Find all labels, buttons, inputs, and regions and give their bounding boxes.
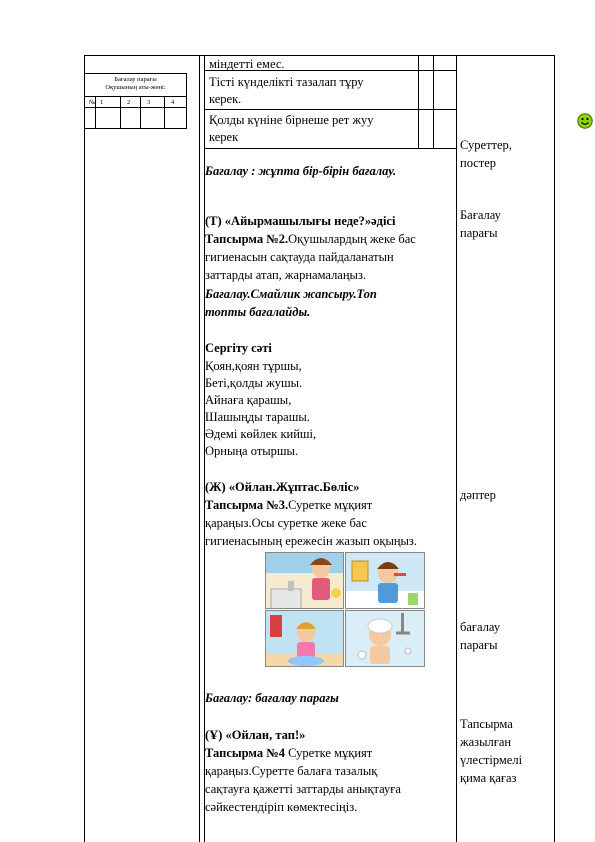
rules-row-2-line-1: Тісті күнделікті тазалап тұру bbox=[209, 75, 364, 89]
resource-eval-sheet-3: бағалау bbox=[460, 620, 501, 634]
task3-text-1: Суретке мұқият bbox=[288, 498, 373, 512]
eval-header-3: 3 bbox=[147, 99, 151, 106]
task2-method-heading: (Т) «Айырмашылығы неде?»әдісі bbox=[205, 214, 396, 228]
task4-text-2: қараңыз.Суретте балаға тазалық bbox=[205, 764, 378, 778]
eval-header-2: 2 bbox=[127, 99, 131, 106]
table-top-border bbox=[84, 55, 554, 56]
table-left-border bbox=[84, 55, 85, 842]
task4-heading: (Ұ) «Ойлан, тап!» bbox=[205, 728, 306, 742]
resource-eval-sheet-2: парағы bbox=[460, 226, 498, 240]
eval-col-sep bbox=[120, 96, 121, 129]
task2-text-2: гигиенасын сақтауда пайдаланатын bbox=[205, 250, 394, 264]
poem-line: Беті,қолды жушы. bbox=[205, 376, 303, 390]
resource-task-1: Тапсырма bbox=[460, 717, 513, 731]
task4-text-3: сақтауға қажетті заттарды анықтауға bbox=[205, 782, 401, 796]
eval-header-4: 4 bbox=[171, 99, 175, 106]
smiley-icon bbox=[577, 113, 593, 134]
poem-line: Шашыңды тарашы. bbox=[205, 410, 310, 424]
rules-row-3-line-1: Қолды күніне бірнеше рет жуу bbox=[209, 113, 374, 127]
eval-header-1: 1 bbox=[100, 99, 104, 106]
task4-text-4: сәйкестендіріп көмектесіңіз. bbox=[205, 800, 358, 814]
resource-task-4: қима қағаз bbox=[460, 771, 517, 785]
resource-notebook: дәптер bbox=[460, 488, 496, 502]
table-right-border bbox=[554, 55, 555, 842]
task4-label: Тапсырма №4 bbox=[205, 746, 285, 760]
task2-text-3: заттарды атап, жарнамалаңыз. bbox=[205, 268, 367, 282]
task4-line-1 bbox=[205, 745, 372, 762]
warmup-title: Сергіту сәті bbox=[205, 341, 272, 355]
assessment-smiley-2: топты бағалайды. bbox=[205, 305, 311, 319]
task3-text-3: гигиенасының ережесін жазып оқыңыз. bbox=[205, 534, 417, 548]
eval-col-sep bbox=[140, 96, 141, 129]
task2-label: Тапсырма №2. bbox=[205, 232, 289, 246]
assessment-sheet: Бағалау: бағалау парағы bbox=[205, 691, 339, 705]
column-divider-3 bbox=[456, 55, 457, 842]
rules-row-line bbox=[204, 148, 456, 149]
rules-row-2-line-2: керек. bbox=[209, 92, 242, 106]
eval-sheet-title: Бағалау парағы bbox=[114, 76, 157, 83]
resource-task-2: жазылған bbox=[460, 735, 512, 749]
task3-heading: (Ж) «Ойлан.Жұптас.Бөліс» bbox=[205, 480, 360, 494]
eval-sheet-subtitle: Оқушының аты-жөні: bbox=[105, 84, 166, 91]
task2-line-1 bbox=[205, 231, 416, 248]
eval-col-sep bbox=[95, 96, 96, 129]
hygiene-picture-face-washing bbox=[265, 610, 344, 667]
task3-line-1 bbox=[205, 497, 372, 514]
eval-sheet-header-row bbox=[85, 96, 186, 108]
column-divider-1 bbox=[199, 55, 200, 842]
evaluation-sheet-box bbox=[84, 73, 187, 129]
task4-text-1: Суретке мұқият bbox=[285, 746, 373, 760]
rules-row-3-line-2: керек bbox=[209, 130, 239, 144]
task3-text-2: қараңыз.Осы суретке жеке бас bbox=[205, 516, 367, 530]
rules-row-1: міндетті емес. bbox=[209, 57, 285, 71]
resource-poster: постер bbox=[460, 156, 497, 170]
poem-line: Қоян,қоян тұршы, bbox=[205, 359, 302, 373]
hygiene-picture-shower bbox=[345, 610, 425, 667]
assessment-smiley-1: Бағалау.Смайлик жапсыру.Топ bbox=[205, 287, 377, 301]
hygiene-picture-tooth-brushing bbox=[345, 552, 425, 609]
poem-line: Әдемі көйлек кийші, bbox=[205, 427, 317, 441]
rules-col-line bbox=[433, 55, 434, 148]
resource-pictures: Суреттер, bbox=[460, 138, 512, 152]
resource-eval-sheet-4: парағы bbox=[460, 638, 498, 652]
poem-line: Орныңа отыршы. bbox=[205, 444, 299, 458]
resource-eval-sheet-1: Бағалау bbox=[460, 208, 501, 222]
rules-col-line bbox=[418, 55, 419, 148]
assessment-pairs: Бағалау : жұпта бір-бірін бағалау. bbox=[205, 164, 397, 178]
task3-label: Тапсырма №3. bbox=[205, 498, 289, 512]
task2-text-1: Оқушылардың жеке бас bbox=[288, 232, 416, 246]
eval-header-no: № bbox=[89, 99, 96, 106]
poem-line: Айнаға қарашы, bbox=[205, 393, 292, 407]
hygiene-picture-hand-washing bbox=[265, 552, 344, 609]
eval-col-sep bbox=[164, 96, 165, 129]
resource-task-3: үлестірмелі bbox=[460, 753, 523, 767]
